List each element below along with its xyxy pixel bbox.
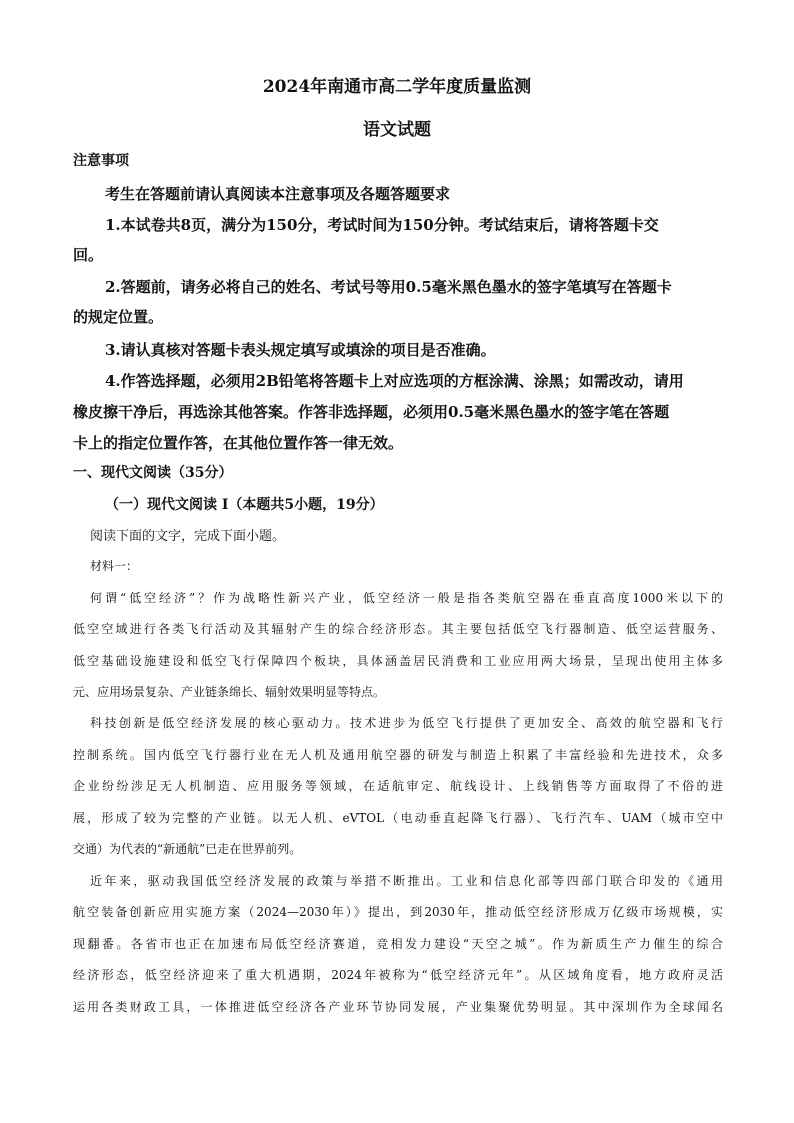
notice-item-4-line-2: 橡皮擦干净后，再选涂其他答案。作答非选择题，必须用0.5毫米黑色墨水的签字笔在答题 (73, 403, 670, 421)
paragraph-3-line-2: 航空装备创新应用实施方案（2024—2030年）》提出，到2030年，推动低空经济形成万亿级市场规模，实 (73, 905, 723, 919)
paragraph-3-line-1: 近年来，驱动我国低空经济发展的政策与举措不断推出。工业和信息化部等四部门联合印发的《通用 (90, 874, 723, 888)
paragraph-3-line-5: 运用各类财政工具，一体推进低空经济各产业环节协同发展，产业集聚优势明显。其中深圳作为全球闻名 (73, 1000, 723, 1014)
exam-subtitle: 语文试题 (363, 120, 431, 140)
notice-item-1-line-1: 1.本试卷共8页，满分为150分，考试时间为150分钟。考试结束后，请将答题卡交 (105, 216, 659, 234)
paragraph-2-line-1: 科技创新是低空经济发展的核心驱动力。技术进步为低空飞行提供了更加安全、高效的航空器和飞行 (90, 716, 723, 730)
notice-item-2-line-1: 2.答题前，请务必将自己的姓名、考试号等用0.5毫米黑色墨水的签字笔填写在答题卡 (105, 278, 672, 296)
paragraph-2-line-3: 企业纷纷涉足无人机制造、应用服务等领域，在适航审定、航线设计、上线销售等方面取得了不俗的进 (73, 779, 723, 793)
subsection-heading: （一）现代文阅读 I（本题共5小题，19分） (105, 497, 384, 513)
notice-item-3: 3.请认真核对答题卡表头规定填写或填涂的项目是否准确。 (105, 341, 496, 359)
paragraph-3-line-4: 经济形态，低空经济迎来了重大机遇期，2024年被称为“低空经济元年”。从区域角度看，地方政府灵活 (73, 968, 723, 982)
paragraph-1-line-2: 低空空域进行各类飞行活动及其辐射产生的综合经济形态。其主要包括低空飞行器制造、低空运营服务、 (73, 622, 723, 636)
notice-item-4-line-1: 4.作答选择题，必须用2B铅笔将答题卡上对应选项的方框涂满、涂黑；如需改动，请用 (105, 372, 684, 390)
notice-item-2-line-2: 的规定位置。 (73, 308, 164, 326)
reading-instruction: 阅读下面的文字，完成下面小题。 (90, 529, 286, 544)
paragraph-2-line-4: 展，形成了较为完整的产业链。以无人机、eVTOL（电动垂直起降飞行器）、飞行汽车、UAM（城市空中 (73, 811, 723, 825)
paragraph-1-line-3: 低空基础设施建设和低空飞行保障四个板块，具体涵盖居民消费和工业应用两大场景，呈现出使用主体多 (73, 654, 723, 668)
material-label: 材料一： (90, 559, 139, 573)
notice-item-4-line-3: 卡上的指定位置作答，在其他位置作答一律无效。 (73, 434, 404, 452)
section-heading: 一、现代文阅读（35分） (73, 465, 233, 481)
paragraph-2-line-2: 控制系统。国内低空飞行器行业在无人机及通用航空器的研发与制造上积累了丰富经验和先进技术，众多 (73, 748, 723, 762)
paragraph-3-line-3: 现翻番。各省市也正在加速布局低空经济赛道，竞相发力建设“天空之城”。作为新质生产力催生的综合 (73, 937, 723, 951)
paragraph-1-line-1: 何谓“低空经济”？作为战略性新兴产业，低空经济一般是指各类航空器在垂直高度1000米以下的 (90, 591, 723, 605)
notice-intro: 考生在答题前请认真阅读本注意事项及各题答题要求 (105, 185, 451, 203)
notice-heading: 注意事项 (73, 153, 129, 169)
paragraph-1-line-4: 元、应用场景复杂、产业链条绵长、辐射效果明显等特点。 (73, 685, 386, 699)
notice-item-1-line-2: 回。 (73, 246, 104, 264)
paragraph-2-line-5: 交通）为代表的“新通航”已走在世界前列。 (73, 842, 302, 856)
exam-title: 2024年南通市高二学年度质量监测 (262, 77, 532, 97)
